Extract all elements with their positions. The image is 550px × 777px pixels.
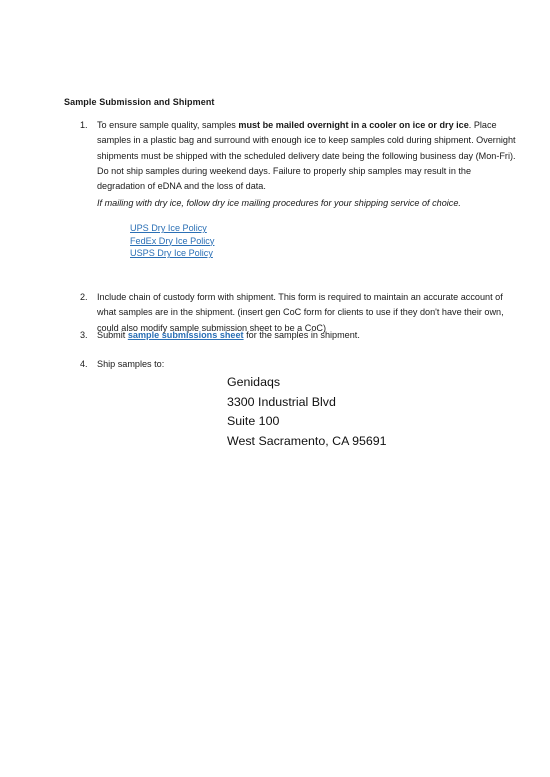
link-usps-dry-ice-policy[interactable]: USPS Dry Ice Policy: [130, 248, 213, 258]
address-suite: Suite 100: [227, 414, 280, 428]
dry-ice-note: If mailing with dry ice, follow dry ice mailing procedures for your shipping service of choice.: [97, 198, 461, 208]
shipping-address: [227, 373, 387, 451]
address-city-state-zip: West Sacramento, CA 95691: [227, 433, 387, 448]
list-number: 2.: [80, 292, 88, 302]
list-number: 1.: [80, 120, 88, 130]
link-ups-dry-ice-policy[interactable]: UPS Dry Ice Policy: [130, 223, 207, 233]
section-title: Sample Submission and Shipment: [64, 97, 215, 107]
list-item-text: Ship samples to:: [97, 359, 165, 369]
emphasis-text: must be mailed overnight in a cooler on ice or dry ice: [238, 120, 469, 130]
sample-submissions-sheet-link[interactable]: sample submissions sheet: [127, 330, 244, 340]
address-company: Genidaqs: [227, 375, 281, 389]
dry-ice-policy-links: [130, 222, 214, 260]
list-number: 3.: [80, 330, 88, 340]
list-item-text: Include chain of custody form with shipment. This form is required to maintain an accurate account of what samples are in the shipment. (insert gen CoC form for clients to use if they don't have their own, could also modify sample submission sheet to be a CoC): [97, 292, 504, 333]
list-number: 4.: [80, 359, 88, 369]
list-item-text: Submit sample submissions sheet for the samples in shipment.: [97, 330, 360, 340]
link-fedex-dry-ice-policy[interactable]: FedEx Dry Ice Policy: [130, 235, 215, 246]
address-street: 3300 Industrial Blvd: [227, 394, 336, 409]
list-item-text: To ensure sample quality, samples must be mailed overnight in a cooler on ice or dry ice. Place samples in a plastic bag and surround with enough ice to keep samples cold during shipment. Overnight shipments must be shipped with the scheduled delivery date being the following business day (Mon-Fri). Do not ship samples during weekend days. Failure to properly ship samples may result in the degradation of eDNA and the loss of data.: [97, 120, 516, 192]
